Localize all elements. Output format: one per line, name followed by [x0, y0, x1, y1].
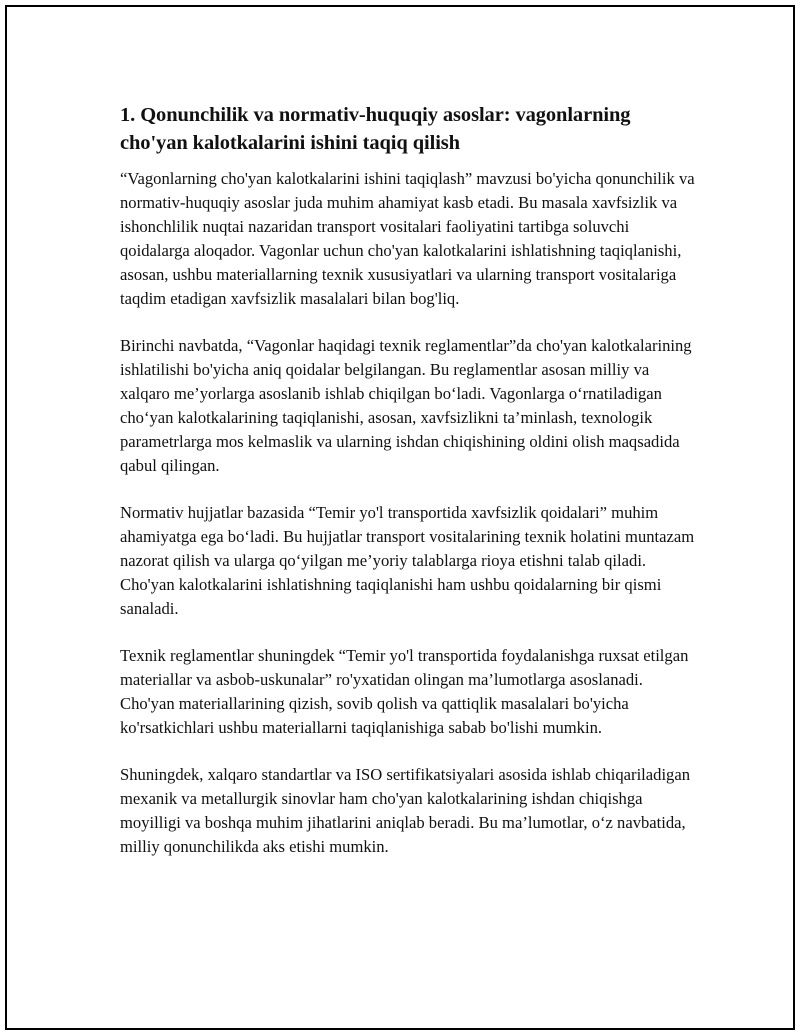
paragraph-4: Texnik reglamentlar shuningdek “Temir yo'l transportida foydalanishga ruxsat etilgan materiallar va asbob-uskunalar” ro'yxatidan olingan ma’lumotlarga asoslanadi. Cho'yan materiallarining qizish, sovib qolish va qattiqlik masalalari bo'yicha ko'rsatkichlari ushbu materiallarni taqiqlanishiga sabab bo'lishi mumkin.	[120, 646, 689, 737]
document-body	[120, 101, 700, 882]
section-title: 1. Qonunchilik va normativ-huquqiy asoslar: vagonlarning cho'yan kalotkalarini ishini taqiq qilish	[120, 104, 631, 154]
page-frame	[5, 5, 795, 1030]
paragraph-5: Shuningdek, xalqaro standartlar va ISO sertifikatsiyalari asosida ishlab chiqariladigan mexanik va metallurgik sinovlar ham cho'yan kalotkalarining ishdan chiqishga moyilligi va boshqa muhim jihatlarini aniqlab beradi. Bu ma’lumotlar, o‘z navbatida, milliy qonunchilikda aks etishi mumkin.	[120, 765, 691, 856]
paragraph-3: Normativ hujjatlar bazasida “Temir yo'l transportida xavfsizlik qoidalari” muhim ahamiyatga ega bo‘ladi. Bu hujjatlar transport vositalarining texnik holatini muntazam nazorat qilish va ularga qo‘yilgan me’yoriy talablarga rioya etishni talab qiladi. Cho'yan kalotkalarini ishlatishning taqiqlanishi ham ushbu qoidalarning bir qismi sanaladi.	[120, 503, 695, 618]
paragraph-2: Birinchi navbatda, “Vagonlar haqidagi texnik reglamentlar”da cho'yan kalotkalarining ishlatilishi bo'yicha aniq qoidalar belgilangan. Bu reglamentlar asosan milliy va xalqaro me’yorlarga asoslanib ishlab chiqilgan bo‘ladi. Vagonlarga o‘rnatiladigan cho‘yan kalotkalarining taqiqlanishi, asosan, xavfsizlikni ta’minlash, texnologik parametrlarga mos kelmaslik va ularning ishdan chiqishining oldini olish maqsadida qabul qilingan.	[120, 336, 692, 475]
paragraph-1: “Vagonlarning cho'yan kalotkalarini ishini taqiqlash” mavzusi bo'yicha qonunchilik va normativ-huquqiy asoslar juda muhim ahamiyat kasb etadi. Bu masala xavfsizlik va ishonchlilik nuqtai nazaridan transport vositalari faoliyatini tartibga soluvchi qoidalarga aloqador. Vagonlar uchun cho'yan kalotkalarini ishlatishning taqiqlanishi, asosan, ushbu materiallarning texnik xususiyatlari va ularning transport vositalariga taqdim etadigan xavfsizlik masalalari bilan bog'liq.	[120, 169, 695, 308]
